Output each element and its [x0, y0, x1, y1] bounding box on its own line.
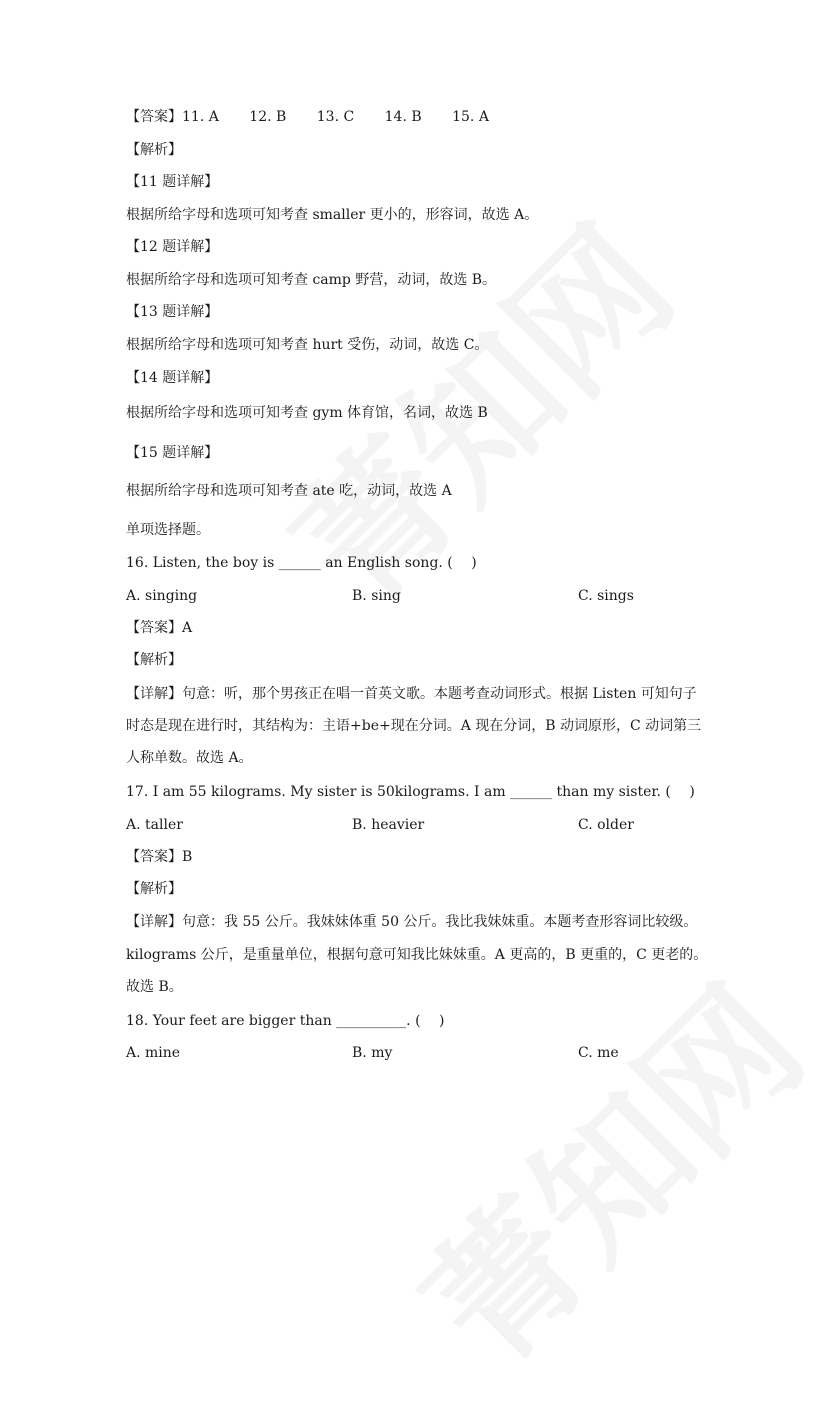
- answer-15: 15. A: [452, 109, 489, 125]
- answer-12: 12. B: [249, 109, 287, 125]
- item-14-heading: 【14 题详解】: [126, 370, 219, 386]
- q18-question: 18. Your feet are bigger than __________. ( ): [126, 1013, 445, 1029]
- q16-option-a: A. singing: [126, 588, 198, 604]
- answer-14: 14. B: [384, 109, 422, 125]
- q18-option-a: A. mine: [126, 1045, 181, 1061]
- answer-11: 【答案】11. A: [126, 109, 219, 125]
- item-15-text: 根据所给字母和选项可知考查 ate 吃，动词，故选 A: [126, 483, 452, 499]
- q16-option-c: C. sings: [578, 588, 634, 604]
- item-15-heading: 【15 题详解】: [126, 445, 219, 461]
- q18-option-b: B. my: [352, 1045, 393, 1061]
- item-12-text: 根据所给字母和选项可知考查 camp 野营，动词，故选 B。: [126, 272, 497, 288]
- item-11-text: 根据所给字母和选项可知考查 smaller 更小的，形容词，故选 A。: [126, 207, 539, 223]
- answer-13: 13. C: [316, 109, 355, 125]
- q17-question: 17. I am 55 kilograms. My sister is 50kilograms. I am ______ than my sister. ( ): [126, 784, 695, 800]
- q17-analysis: 【解析】: [126, 881, 182, 897]
- item-13-heading: 【13 题详解】: [126, 304, 219, 320]
- answer-row-11-15: [126, 108, 515, 126]
- q16-detail-line-2: 时态是现在进行时，其结构为：主语+be+现在分词。A 现在分词，B 动词原形，C 动词第三: [126, 718, 702, 734]
- section-title: 单项选择题。: [126, 522, 210, 538]
- q17-option-c: C. older: [578, 817, 634, 833]
- q16-answer: 【答案】A: [126, 620, 193, 636]
- q16-detail-line-3: 人称单数。故选 A。: [126, 750, 253, 766]
- item-11-heading: 【11 题详解】: [126, 174, 219, 190]
- item-12-heading: 【12 题详解】: [126, 239, 219, 255]
- q17-detail-line-2: kilograms 公斤，是重量单位，根据句意可知我比妹妹重。A 更高的，B 更重的，C 更老的。: [126, 947, 708, 963]
- q17-detail-line-1: 【详解】句意：我 55 公斤。我妹妹体重 50 公斤。我比我妹妹重。本题考查形容词比较级。: [126, 914, 698, 930]
- q16-question: 16. Listen, the boy is ______ an English song. ( ): [126, 555, 477, 571]
- q18-option-c: C. me: [578, 1045, 619, 1061]
- q17-option-a: A. taller: [126, 817, 183, 833]
- q16-analysis: 【解析】: [126, 652, 182, 668]
- analysis-heading: 【解析】: [126, 142, 182, 158]
- q16-detail-line-1: 【详解】句意：听，那个男孩正在唱一首英文歌。本题考查动词形式。根据 Listen 可知句子: [126, 686, 697, 702]
- q17-option-b: B. heavier: [352, 817, 425, 833]
- item-13-text: 根据所给字母和选项可知考查 hurt 受伤，动词，故选 C。: [126, 337, 489, 353]
- q17-detail-line-3: 故选 B。: [126, 979, 183, 995]
- item-14-text: 根据所给字母和选项可知考查 gym 体育馆，名词，故选 B: [126, 405, 488, 421]
- watermark-bottom: [370, 933, 830, 1403]
- q16-option-b: B. sing: [352, 588, 401, 604]
- q17-answer: 【答案】B: [126, 849, 193, 865]
